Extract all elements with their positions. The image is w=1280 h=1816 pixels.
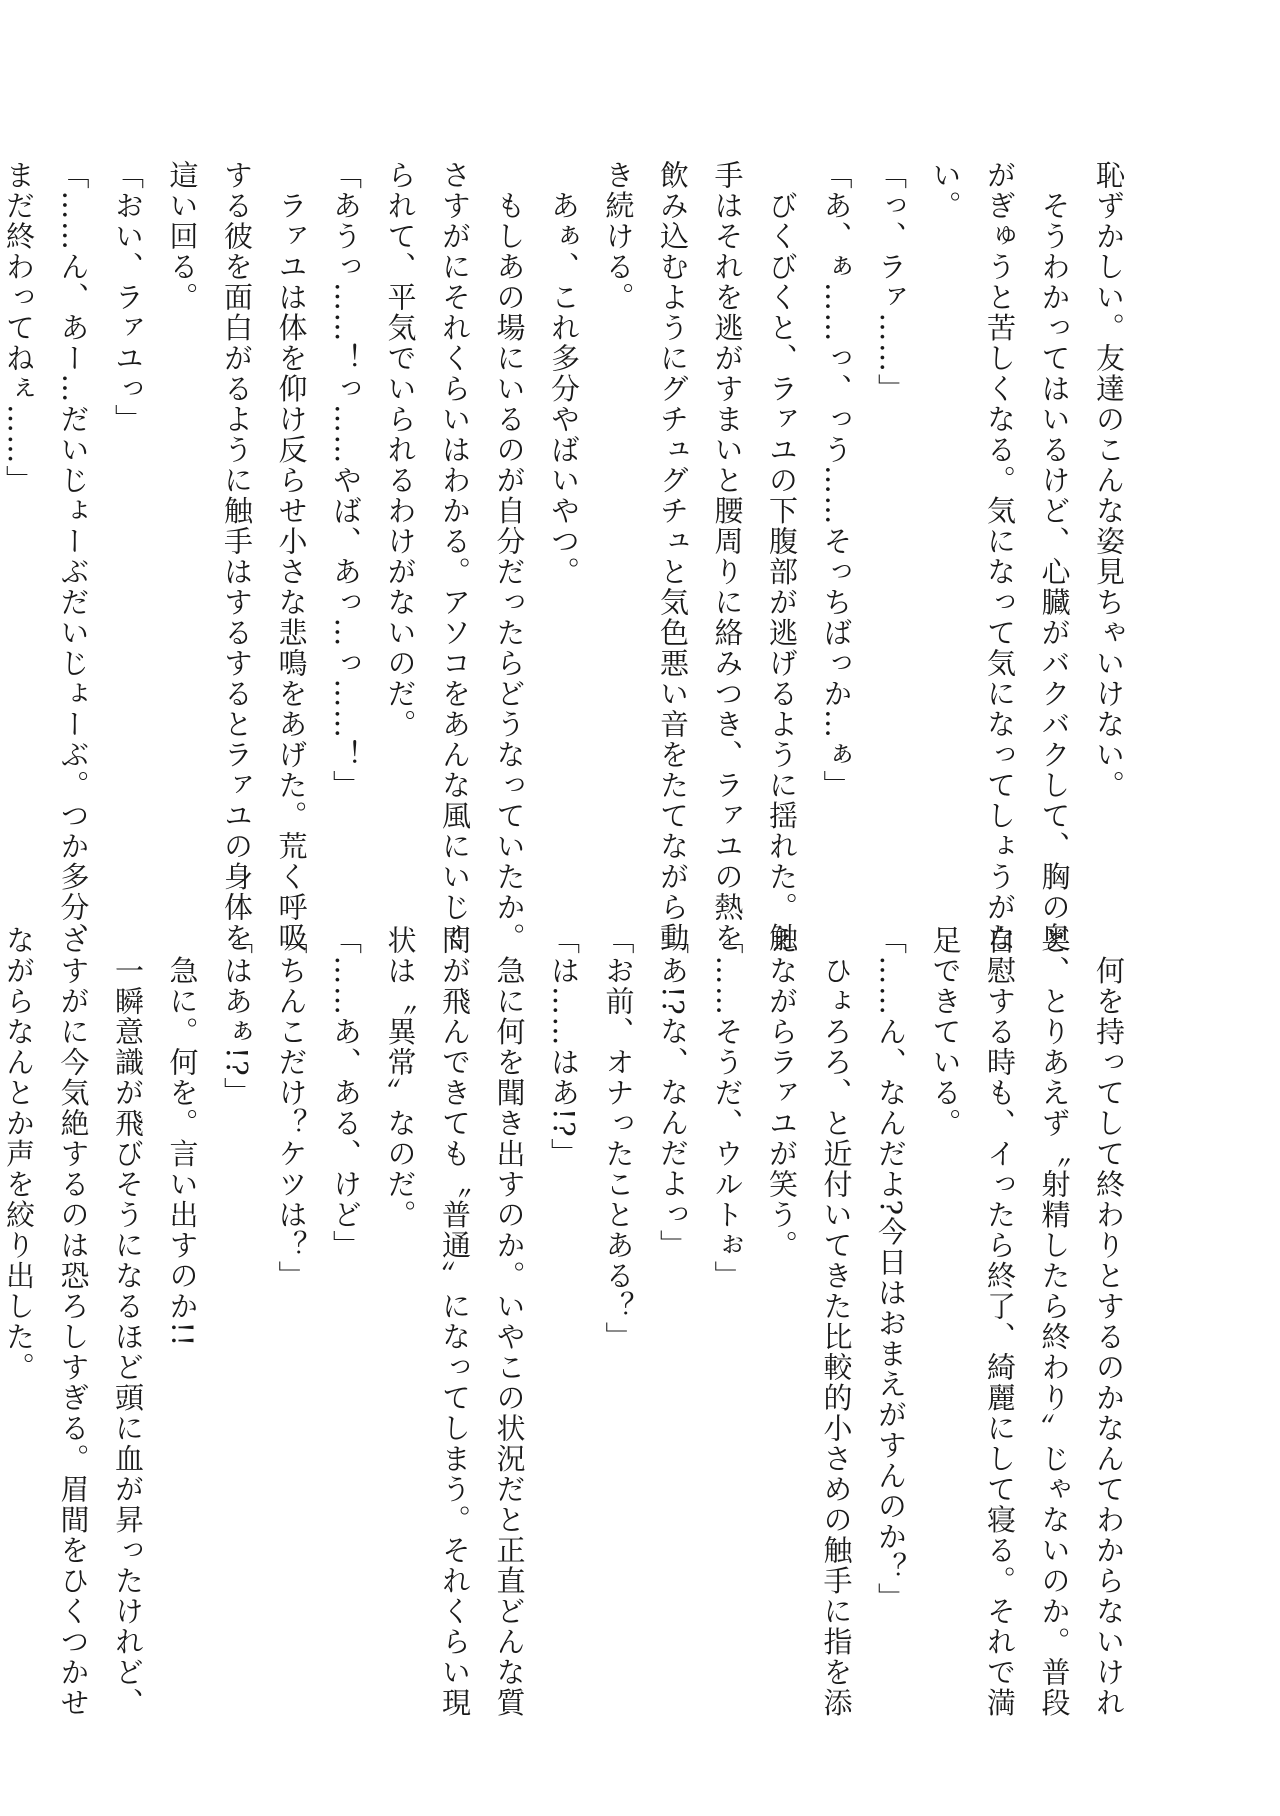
- text-line: 「あ、ぁ……っ、っう……そっちばっか…ぁ」: [819, 160, 854, 801]
- text-block-bottom: [2, 925, 1136, 1718]
- text-line: えながらラァユが笑う。: [765, 925, 799, 1261]
- text-line: 一瞬意識が飛びそうになるほど頭に血が昇ったけれど、: [111, 925, 145, 1718]
- text-line: 「は……はあ!?」: [547, 925, 581, 1169]
- text-block-top: [2, 160, 1136, 953]
- text-line: ながらなんとか声を絞り出した。: [2, 925, 36, 1383]
- text-line: 「……ん、なんだよ?今日はおまえがすんのか？」: [874, 925, 908, 1614]
- text-line: 「おい、ラァユっ」: [111, 160, 145, 435]
- text-line: もしあの場にいるのが自分だったらどうなっていたか。: [492, 160, 527, 953]
- text-line: 飲み込むようにグチュグチュと気色悪い音をたてながら動: [656, 160, 690, 953]
- text-line: する彼を面白がるように触手はするするとラァユの身体を: [220, 160, 254, 953]
- text-line: い。: [928, 160, 963, 221]
- text-line: 「はあぁ!?」: [220, 925, 254, 1108]
- text-line: そうわかってはいるけど、心臓がバクバクして、胸の奥: [1037, 160, 1072, 953]
- text-line: 「……ん、あー…だいじょーぶだいじょーぶ。つか多分、: [56, 160, 91, 953]
- text-line: 急に何を聞き出すのか。いやこの状況だと正直どんな質: [492, 925, 527, 1718]
- text-line: ラァユは体を仰け反らせ小さな悲鳴をあげた。荒く呼吸: [274, 160, 309, 953]
- text-line: あぁ、これ多分やばいやつ。: [547, 160, 581, 587]
- text-line: 問が飛んできても〝普通〟になってしまう。それくらい現: [438, 925, 472, 1718]
- text-line: さすがに今気絶するのは恐ろしすぎる。眉間をひくつかせ: [56, 925, 91, 1718]
- text-line: 「っ、ラァ……」: [874, 160, 908, 404]
- text-line: ひょろろ、と近付いてきた比較的小さめの触手に指を添: [819, 925, 854, 1718]
- text-line: 「……そうだ、ウルトぉ」: [710, 925, 745, 1291]
- text-line: さすがにそれくらいはわかる。アソコをあんな風にいじく: [438, 160, 472, 953]
- text-line: 「……あ、ある、けど」: [329, 925, 363, 1261]
- text-line: 何を持ってして終わりとするのかなんてわからないけれ: [1092, 925, 1126, 1718]
- text-line: 「あ!?な、なんだよっ」: [656, 925, 690, 1261]
- text-line: 急に。何を。言い出すのか!!: [165, 925, 200, 1348]
- text-line: 「お前、オナったことある？」: [601, 925, 636, 1352]
- text-line: 状は〝異常〟なのだ。: [383, 925, 418, 1230]
- text-line: まだ終わってねぇ……」: [2, 160, 36, 496]
- text-line: 自慰する時も、イったら終了、綺麗にして寝る。それで満: [983, 925, 1017, 1718]
- text-line: 「ちんこだけ？ケツは？」: [274, 925, 309, 1291]
- text-line: き続ける。: [601, 160, 636, 313]
- text-line: 足できている。: [928, 925, 963, 1139]
- text-line: びくびくと、ラァユの下腹部が逃げるように揺れた。触: [765, 160, 799, 953]
- text-line: 手はそれを逃がすまいと腰周りに絡みつき、ラァユの熱を: [710, 160, 745, 953]
- text-line: られて、平気でいられるわけがないのだ。: [383, 160, 418, 740]
- text-line: 恥ずかしい。友達のこんな姿見ちゃいけない。: [1092, 160, 1126, 801]
- text-line: がぎゅうと苦しくなる。気になって気になってしょうがな: [983, 160, 1017, 953]
- text-line: ど、とりあえず〝射精したら終わり〟じゃないのか。普段: [1037, 925, 1072, 1718]
- text-line: 「あうっ……！っ……やば、あっ…っ……！」: [329, 160, 363, 801]
- text-line: 這い回る。: [165, 160, 200, 313]
